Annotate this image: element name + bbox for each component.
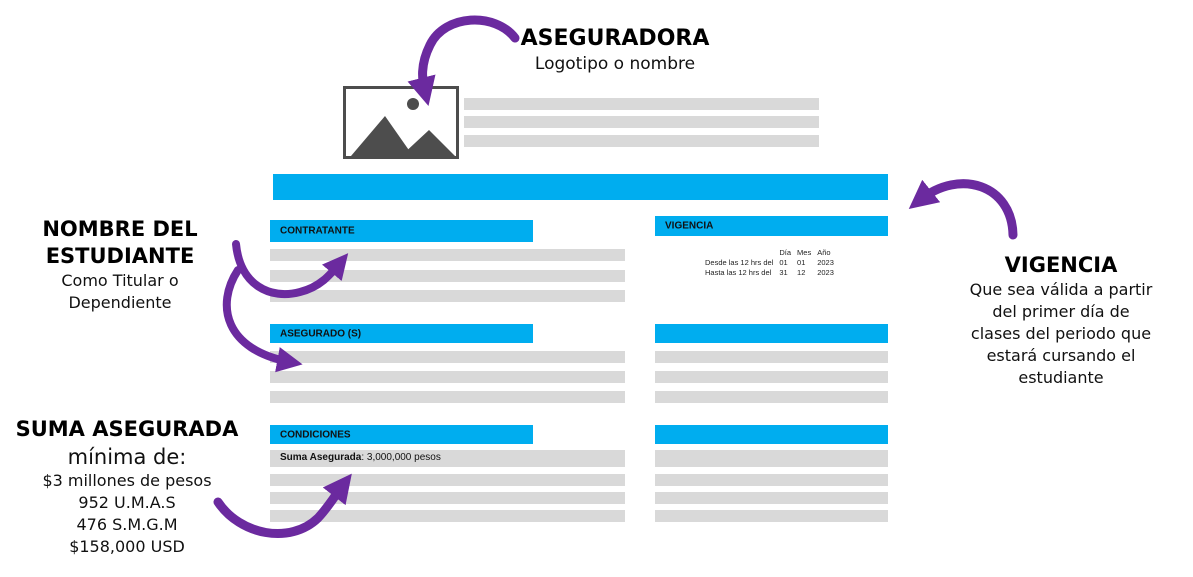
vigencia-header-mes: Mes — [797, 248, 812, 257]
callout-vigencia-line: clases del periodo que — [970, 324, 1152, 343]
vigencia-desde-dia: 01 — [779, 258, 788, 267]
vigencia-header-anio: Año — [817, 248, 831, 257]
callout-suma-title: SUMA ASEGURADA — [15, 417, 239, 441]
callout-suma-line: 476 S.M.G.M — [76, 515, 178, 534]
vigencia-desde-label: Desde las 12 hrs del — [705, 258, 774, 267]
vigencia-hasta-mes: 12 — [797, 268, 806, 277]
suma-asegurada-value: : 3,000,000 pesos — [361, 452, 441, 463]
callout-vigencia-title: VIGENCIA — [1004, 253, 1118, 277]
curved-arrow-icon — [423, 20, 515, 92]
callout-nombre-line-2: Dependiente — [68, 293, 172, 312]
callout-nombre-title-2: ESTUDIANTE — [45, 244, 195, 268]
vigencia-header-dia: Día — [779, 248, 792, 257]
vigencia-hasta-label: Hasta las 12 hrs del — [705, 268, 772, 277]
section-condiciones-label: CONDICIONES — [280, 429, 351, 440]
callout-vigencia-line: del primer día de — [992, 302, 1130, 321]
section-contratante-label: CONTRATANTE — [280, 225, 355, 237]
vigencia-hasta-anio: 2023 — [817, 268, 834, 277]
callout-suma-subtitle: mínima de: — [67, 445, 187, 469]
callout-vigencia-line: estará cursando el — [986, 346, 1136, 365]
vigencia-desde-mes: 01 — [797, 258, 806, 267]
vigencia-desde-anio: 2023 — [817, 258, 834, 267]
callout-nombre-line-1: Como Titular o — [61, 271, 179, 290]
callout-aseguradora-subtitle: Logotipo o nombre — [534, 54, 696, 74]
callout-suma-line: $158,000 USD — [69, 537, 185, 556]
callout-aseguradora-title: ASEGURADORA — [520, 26, 710, 51]
curved-arrow-icon — [236, 244, 340, 294]
suma-asegurada-label: Suma Asegurada — [280, 452, 362, 463]
curved-arrow-icon — [218, 485, 343, 534]
callout-vigencia-line: estudiante — [1018, 368, 1104, 387]
callout-nombre-title-1: NOMBRE DEL — [42, 217, 198, 241]
callout-suma-line: $3 millones de pesos — [42, 471, 212, 490]
curved-arrow-icon — [920, 184, 1013, 235]
section-asegurado-label: ASEGURADO (S) — [280, 328, 362, 339]
callout-vigencia-line: Que sea válida a partir — [969, 280, 1153, 299]
section-vigencia-label: VIGENCIA — [665, 220, 714, 232]
callout-suma-line: 952 U.M.A.S — [78, 493, 176, 512]
vigencia-hasta-dia: 31 — [779, 268, 788, 277]
